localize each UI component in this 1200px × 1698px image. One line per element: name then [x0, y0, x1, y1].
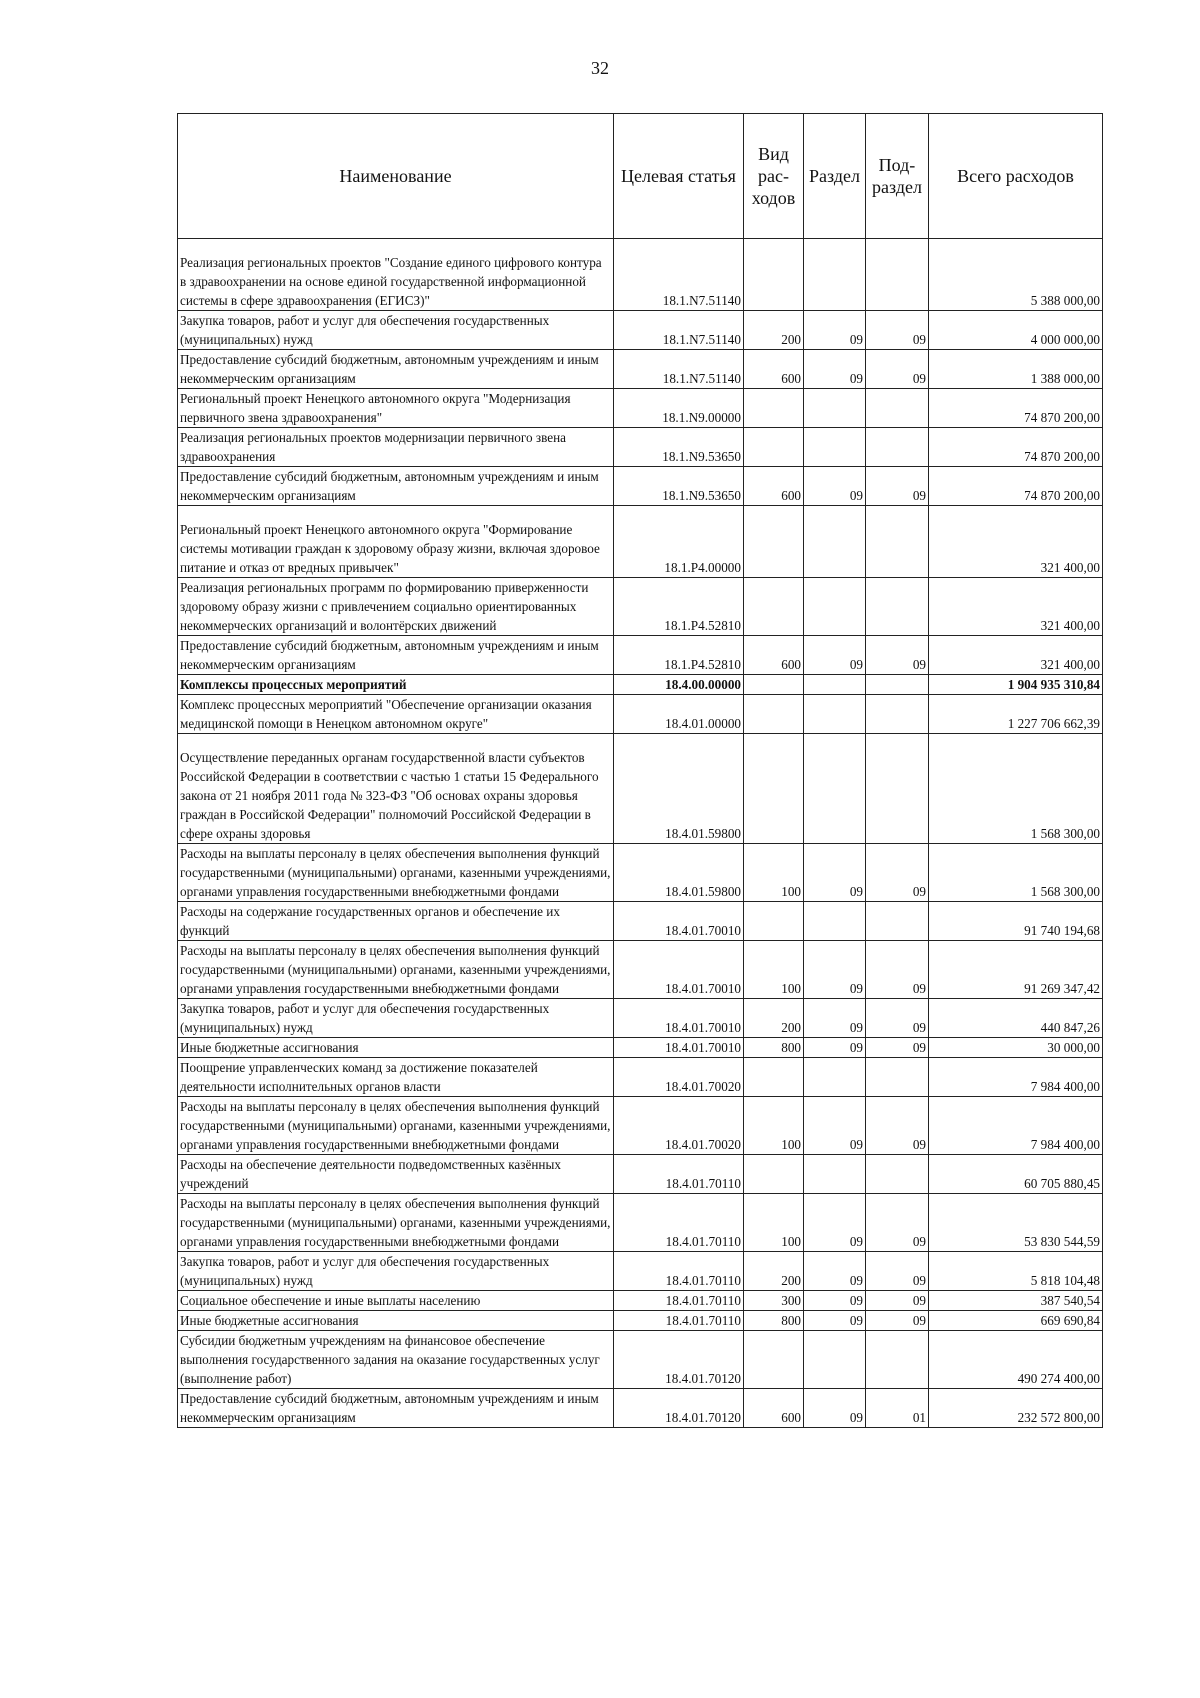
row-subsection — [866, 506, 929, 578]
row-type: 600 — [744, 1389, 804, 1428]
row-total: 53 830 544,59 — [929, 1194, 1103, 1252]
header-section: Раздел — [804, 114, 866, 239]
table-row — [178, 578, 1103, 636]
row-section — [804, 675, 866, 695]
row-total: 5 818 104,48 — [929, 1252, 1103, 1291]
row-subsection: 09 — [866, 1252, 929, 1291]
row-section: 09 — [804, 1291, 866, 1311]
row-subsection: 09 — [866, 1038, 929, 1058]
row-target: 18.1.N9.53650 — [614, 428, 744, 467]
table-row — [178, 428, 1103, 467]
row-total: 60 705 880,45 — [929, 1155, 1103, 1194]
row-target: 18.1.P4.52810 — [614, 578, 744, 636]
table-row — [178, 1389, 1103, 1428]
row-total: 74 870 200,00 — [929, 467, 1103, 506]
row-target: 18.1.P4.52810 — [614, 636, 744, 675]
table-row — [178, 941, 1103, 999]
row-target: 18.4.01.70020 — [614, 1058, 744, 1097]
table-row — [178, 675, 1103, 695]
row-target: 18.4.01.70110 — [614, 1311, 744, 1331]
row-name: Реализация региональных проектов модернизации первичного звена здравоохранения — [178, 428, 614, 467]
row-section: 09 — [804, 350, 866, 389]
table-row — [178, 734, 1103, 844]
row-type: 600 — [744, 350, 804, 389]
header-type: Вид рас- ходов — [744, 114, 804, 239]
table-row — [178, 1194, 1103, 1252]
header-target: Целевая статья — [614, 114, 744, 239]
row-name: Расходы на обеспечение деятельности подведомственных казённых учреждений — [178, 1155, 614, 1194]
row-total: 4 000 000,00 — [929, 311, 1103, 350]
row-total: 74 870 200,00 — [929, 428, 1103, 467]
row-target: 18.4.01.70010 — [614, 999, 744, 1038]
row-type — [744, 389, 804, 428]
row-subsection: 09 — [866, 941, 929, 999]
table-row — [178, 999, 1103, 1038]
table-row — [178, 1038, 1103, 1058]
row-subsection: 09 — [866, 1194, 929, 1252]
row-total: 321 400,00 — [929, 578, 1103, 636]
row-subsection — [866, 389, 929, 428]
row-total: 7 984 400,00 — [929, 1058, 1103, 1097]
table-row — [178, 239, 1103, 311]
table-row — [178, 636, 1103, 675]
table-row — [178, 1097, 1103, 1155]
header-total: Всего расходов — [929, 114, 1103, 239]
row-type: 300 — [744, 1291, 804, 1311]
header-subsection: Под- раздел — [866, 114, 929, 239]
row-subsection: 09 — [866, 999, 929, 1038]
row-subsection: 09 — [866, 844, 929, 902]
row-type: 200 — [744, 999, 804, 1038]
row-section: 09 — [804, 1038, 866, 1058]
row-type — [744, 675, 804, 695]
table-row — [178, 1311, 1103, 1331]
row-section: 09 — [804, 311, 866, 350]
row-total: 387 540,54 — [929, 1291, 1103, 1311]
row-subsection: 09 — [866, 636, 929, 675]
row-subsection: 09 — [866, 467, 929, 506]
row-total: 91 740 194,68 — [929, 902, 1103, 941]
table-row — [178, 1058, 1103, 1097]
row-section: 09 — [804, 467, 866, 506]
row-total: 1 227 706 662,39 — [929, 695, 1103, 734]
row-target: 18.4.01.70010 — [614, 1038, 744, 1058]
row-name: Предоставление субсидий бюджетным, автономным учреждениям и иным некоммерческим организациям — [178, 467, 614, 506]
row-name: Субсидии бюджетным учреждениям на финансовое обеспечение выполнения государственного задания на оказание государственных услуг (выполнение работ) — [178, 1331, 614, 1389]
row-target: 18.1.N7.51140 — [614, 311, 744, 350]
row-name: Предоставление субсидий бюджетным, автономным учреждениям и иным некоммерческим организациям — [178, 636, 614, 675]
row-type — [744, 695, 804, 734]
row-section — [804, 902, 866, 941]
row-name: Реализация региональных проектов "Создание единого цифрового контура в здравоохранении на основе единой государственной информационной системы в сфере здравоохранения (ЕГИСЗ)" — [178, 239, 614, 311]
row-subsection: 09 — [866, 1311, 929, 1331]
row-target: 18.1.N7.51140 — [614, 350, 744, 389]
row-name: Расходы на содержание государственных органов и обеспечение их функций — [178, 902, 614, 941]
row-name: Комплексы процессных мероприятий — [178, 675, 614, 695]
row-section: 09 — [804, 636, 866, 675]
row-type: 100 — [744, 844, 804, 902]
row-name: Региональный проект Ненецкого автономного округа "Формирование системы мотивации граждан к здоровому образу жизни, включая здоровое питание и отказ от вредных привычек" — [178, 506, 614, 578]
row-target: 18.4.01.70010 — [614, 941, 744, 999]
row-target: 18.4.01.70120 — [614, 1389, 744, 1428]
row-subsection — [866, 1155, 929, 1194]
row-subsection — [866, 1331, 929, 1389]
table-row — [178, 695, 1103, 734]
row-name: Иные бюджетные ассигнования — [178, 1311, 614, 1331]
row-section: 09 — [804, 1252, 866, 1291]
row-target: 18.1.N9.00000 — [614, 389, 744, 428]
row-section — [804, 506, 866, 578]
row-type — [744, 578, 804, 636]
row-target: 18.4.01.70110 — [614, 1252, 744, 1291]
row-total: 30 000,00 — [929, 1038, 1103, 1058]
row-type: 100 — [744, 941, 804, 999]
row-type: 600 — [744, 467, 804, 506]
row-section: 09 — [804, 1097, 866, 1155]
row-total: 7 984 400,00 — [929, 1097, 1103, 1155]
row-target: 18.4.01.70020 — [614, 1097, 744, 1155]
row-target: 18.4.01.70010 — [614, 902, 744, 941]
header-row — [178, 114, 1103, 239]
row-section — [804, 695, 866, 734]
budget-table — [177, 113, 1103, 1428]
row-subsection — [866, 1058, 929, 1097]
row-name: Закупка товаров, работ и услуг для обеспечения государственных (муниципальных) нужд — [178, 1252, 614, 1291]
row-total: 321 400,00 — [929, 506, 1103, 578]
row-target: 18.1.N9.53650 — [614, 467, 744, 506]
row-subsection: 09 — [866, 1097, 929, 1155]
row-section: 09 — [804, 1311, 866, 1331]
row-section: 09 — [804, 941, 866, 999]
row-subsection — [866, 902, 929, 941]
row-subsection — [866, 734, 929, 844]
table-row — [178, 506, 1103, 578]
row-section — [804, 734, 866, 844]
table-row — [178, 389, 1103, 428]
row-type — [744, 1155, 804, 1194]
row-name: Поощрение управленческих команд за достижение показателей деятельности исполнительных органов власти — [178, 1058, 614, 1097]
row-total: 440 847,26 — [929, 999, 1103, 1038]
table-row — [178, 311, 1103, 350]
row-type: 600 — [744, 636, 804, 675]
row-type: 800 — [744, 1038, 804, 1058]
row-name: Закупка товаров, работ и услуг для обеспечения государственных (муниципальных) нужд — [178, 311, 614, 350]
row-name: Предоставление субсидий бюджетным, автономным учреждениям и иным некоммерческим организациям — [178, 1389, 614, 1428]
row-type: 100 — [744, 1194, 804, 1252]
row-section — [804, 239, 866, 311]
row-type — [744, 734, 804, 844]
row-type — [744, 1331, 804, 1389]
row-name: Реализация региональных программ по формированию приверженности здоровому образу жизни с привлечением социально ориентированных некоммерческих организаций и волонтёрских движений — [178, 578, 614, 636]
row-total: 5 388 000,00 — [929, 239, 1103, 311]
row-type: 200 — [744, 311, 804, 350]
row-name: Расходы на выплаты персоналу в целях обеспечения выполнения функций государственными (муниципальными) органами, казенными учреждениями, органами управления государственными внебюджетными фондами — [178, 1194, 614, 1252]
row-type — [744, 506, 804, 578]
row-subsection — [866, 578, 929, 636]
row-name: Предоставление субсидий бюджетным, автономным учреждениям и иным некоммерческим организациям — [178, 350, 614, 389]
row-section: 09 — [804, 844, 866, 902]
row-section: 09 — [804, 999, 866, 1038]
row-target: 18.4.00.00000 — [614, 675, 744, 695]
row-section — [804, 1058, 866, 1097]
row-name: Иные бюджетные ассигнования — [178, 1038, 614, 1058]
row-total: 91 269 347,42 — [929, 941, 1103, 999]
row-section: 09 — [804, 1194, 866, 1252]
row-subsection — [866, 675, 929, 695]
table-row — [178, 1291, 1103, 1311]
table-row — [178, 1252, 1103, 1291]
row-name: Расходы на выплаты персоналу в целях обеспечения выполнения функций государственными (муниципальными) органами, казенными учреждениями, органами управления государственными внебюджетными фондами — [178, 941, 614, 999]
row-type — [744, 1058, 804, 1097]
table-row — [178, 1155, 1103, 1194]
row-section — [804, 578, 866, 636]
page-number: 32 — [591, 58, 609, 78]
row-section — [804, 428, 866, 467]
row-name: Региональный проект Ненецкого автономного округа "Модернизация первичного звена здравоохранения" — [178, 389, 614, 428]
row-name: Осуществление переданных органам государственной власти субъектов Российской Федерации в соответствии с частью 1 статьи 15 Федерального закона от 21 ноября 2011 года № 323-ФЗ "Об основах охраны здоровья граждан в Российской Федерации" полномочий Российской Федерации в сфере охраны здоровья — [178, 734, 614, 844]
row-subsection: 09 — [866, 311, 929, 350]
row-target: 18.4.01.00000 — [614, 695, 744, 734]
row-target: 18.1.P4.00000 — [614, 506, 744, 578]
table-row — [178, 844, 1103, 902]
row-section — [804, 389, 866, 428]
row-type — [744, 428, 804, 467]
row-subsection: 01 — [866, 1389, 929, 1428]
row-name: Расходы на выплаты персоналу в целях обеспечения выполнения функций государственными (муниципальными) органами, казенными учреждениями, органами управления государственными внебюджетными фондами — [178, 1097, 614, 1155]
row-name: Комплекс процессных мероприятий "Обеспечение организации оказания медицинской помощи в Ненецком автономном округе" — [178, 695, 614, 734]
row-subsection — [866, 239, 929, 311]
row-subsection: 09 — [866, 1291, 929, 1311]
row-total: 669 690,84 — [929, 1311, 1103, 1331]
row-total: 490 274 400,00 — [929, 1331, 1103, 1389]
row-total: 321 400,00 — [929, 636, 1103, 675]
row-type: 800 — [744, 1311, 804, 1331]
row-total: 232 572 800,00 — [929, 1389, 1103, 1428]
table-row — [178, 902, 1103, 941]
row-target: 18.4.01.59800 — [614, 734, 744, 844]
row-target: 18.4.01.70110 — [614, 1155, 744, 1194]
row-type: 200 — [744, 1252, 804, 1291]
row-section — [804, 1331, 866, 1389]
row-total: 1 568 300,00 — [929, 734, 1103, 844]
row-target: 18.4.01.70110 — [614, 1291, 744, 1311]
row-target: 18.1.N7.51140 — [614, 239, 744, 311]
row-type — [744, 902, 804, 941]
row-target: 18.4.01.70110 — [614, 1194, 744, 1252]
row-target: 18.4.01.59800 — [614, 844, 744, 902]
row-total: 1 388 000,00 — [929, 350, 1103, 389]
row-total: 1 568 300,00 — [929, 844, 1103, 902]
row-section: 09 — [804, 1389, 866, 1428]
row-subsection — [866, 695, 929, 734]
row-name: Расходы на выплаты персоналу в целях обеспечения выполнения функций государственными (муниципальными) органами, казенными учреждениями, органами управления государственными внебюджетными фондами — [178, 844, 614, 902]
row-name: Закупка товаров, работ и услуг для обеспечения государственных (муниципальных) нужд — [178, 999, 614, 1038]
header-name: Наименование — [178, 114, 614, 239]
row-type — [744, 239, 804, 311]
row-subsection: 09 — [866, 350, 929, 389]
table-row — [178, 1331, 1103, 1389]
row-subsection — [866, 428, 929, 467]
row-total: 74 870 200,00 — [929, 389, 1103, 428]
table-row — [178, 350, 1103, 389]
table-row — [178, 467, 1103, 506]
row-target: 18.4.01.70120 — [614, 1331, 744, 1389]
row-type: 100 — [744, 1097, 804, 1155]
row-total: 1 904 935 310,84 — [929, 675, 1103, 695]
row-name: Социальное обеспечение и иные выплаты населению — [178, 1291, 614, 1311]
row-section — [804, 1155, 866, 1194]
